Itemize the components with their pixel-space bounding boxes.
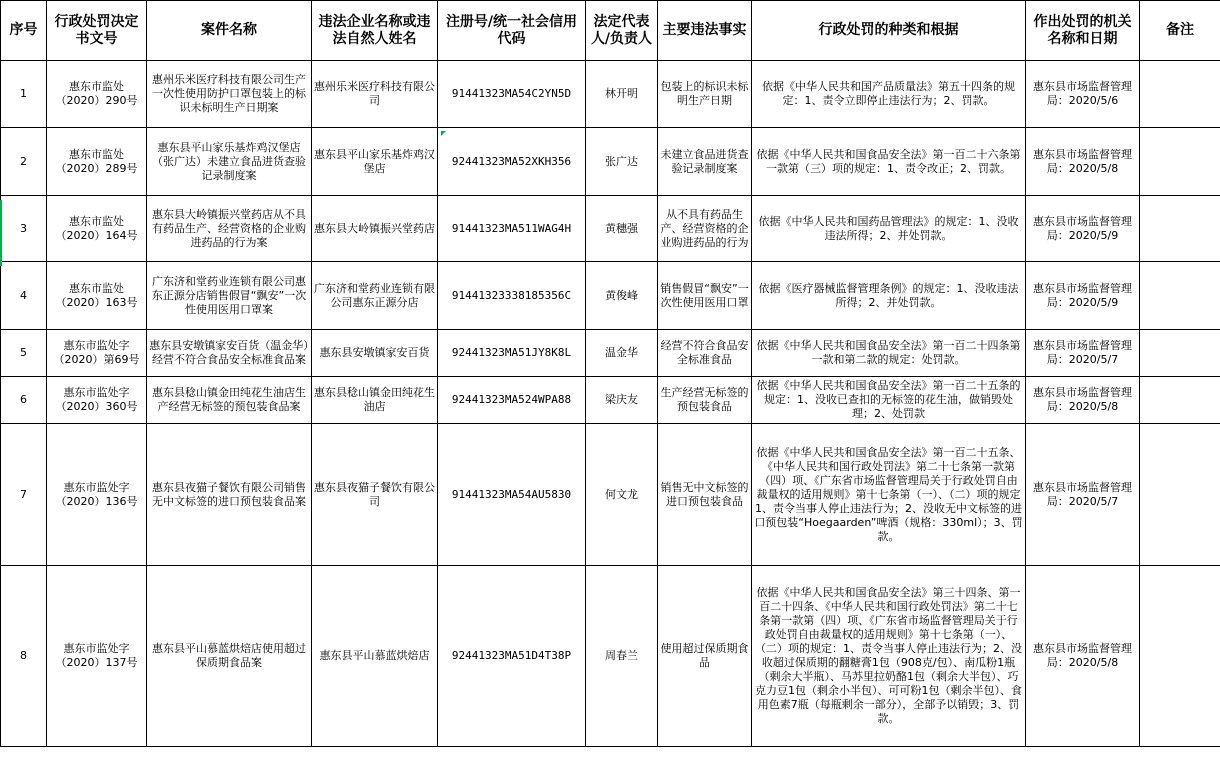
cell-penalty[interactable]: 依据《中华人民共和国食品安全法》第一百二十五条、《中华人民共和国行政处罚法》第二十七条第一款第（四）项、《广东省市场监督管理局关于行政处罚自由裁量权的适用规则》第十七条第（一）、（二）项的规定1、责令当事人停止违法行为；2、没收无中文标签的进口预包装“Hoegaarden”啤酒（规格：330ml）；3、罚款。 [752,424,1026,566]
cell-reg-no[interactable]: 91441323MA54C2YN5D [438,61,586,128]
header-violation[interactable]: 主要违法事实 [658,1,752,61]
cell-reg-no[interactable]: 92441323MA51JY8K8L [438,330,586,377]
header-seq[interactable]: 序号 [1,1,47,61]
cell-violation[interactable]: 使用超过保质期食品 [658,566,752,747]
cell-seq[interactable]: 1 [1,61,47,128]
cell-remark[interactable] [1140,377,1220,424]
cell-seq[interactable]: 7 [1,424,47,566]
cell-case-name[interactable]: 惠东县夜猫子餐饮有限公司销售无中文标签的进口预包装食品案 [147,424,312,566]
cell-remark[interactable] [1140,424,1220,566]
cell-decision-no[interactable]: 惠东市监处字（2020）136号 [47,424,147,566]
cell-penalty[interactable]: 依据《中华人民共和国食品安全法》第一百二十五条的规定：1、没收已查扣的无标签的花生油，做销毁处理；2、处罚款 [752,377,1026,424]
cell-party[interactable]: 广东济和堂药业连锁有限公司惠东正源分店 [312,262,438,330]
cell-authority[interactable]: 惠东县市场监督管理局：2020/5/7 [1026,330,1140,377]
cell-remark[interactable] [1140,61,1220,128]
cell-case-name[interactable]: 惠东县大岭镇振兴堂药店从不具有药品生产、经营资格的企业购进药品的行为案 [147,196,312,262]
cell-party[interactable]: 惠东县平山慕蓝烘焙店 [312,566,438,747]
table-row [1,424,1220,566]
cell-penalty[interactable]: 依据《中华人民共和国药品管理法》的规定：1、没收违法所得；2、并处罚款。 [752,196,1026,262]
cell-decision-no[interactable]: 惠东市监处（2020）290号 [47,61,147,128]
cell-legal-rep[interactable]: 何文龙 [586,424,658,566]
table-row [1,196,1220,262]
cell-comment-marker [441,131,446,136]
cell-decision-no[interactable]: 惠东市监处（2020）164号 [47,196,147,262]
cell-violation[interactable]: 包装上的标识未标明生产日期 [658,61,752,128]
cell-penalty[interactable]: 依据《中华人民共和国食品安全法》第一百二十六条第一款第（三）项的规定：1、责令改正；2、罚款。 [752,128,1026,196]
cell-remark[interactable] [1140,566,1220,747]
cell-violation[interactable]: 销售假冒“飘安”一次性使用医用口罩 [658,262,752,330]
table-row [1,566,1220,747]
cell-authority[interactable]: 惠东县市场监督管理局：2020/5/8 [1026,377,1140,424]
cell-remark[interactable] [1140,262,1220,330]
header-authority[interactable]: 作出处罚的机关名称和日期 [1026,1,1140,61]
cell-violation[interactable]: 未建立食品进货查验记录制度案 [658,128,752,196]
cell-authority[interactable]: 惠东县市场监督管理局：2020/5/6 [1026,61,1140,128]
cell-party[interactable]: 惠东县平山家乐基炸鸡汉堡店 [312,128,438,196]
header-reg-no[interactable]: 注册号/统一社会信用代码 [438,1,586,61]
cell-penalty[interactable]: 依据《中华人民共和国产品质量法》第五十四条的规定：1、责令立即停止违法行为；2、罚款。 [752,61,1026,128]
cell-party[interactable]: 惠东县大岭镇振兴堂药店 [312,196,438,262]
cell-decision-no[interactable]: 惠东市监处（2020）163号 [47,262,147,330]
cell-legal-rep[interactable]: 张广达 [586,128,658,196]
cell-authority[interactable]: 惠东县市场监督管理局：2020/5/9 [1026,196,1140,262]
cell-decision-no[interactable]: 惠东市监处字（2020）第69号 [47,330,147,377]
header-party[interactable]: 违法企业名称或违法自然人姓名 [312,1,438,61]
cell-legal-rep[interactable]: 周春兰 [586,566,658,747]
cell-decision-no[interactable]: 惠东市监处（2020）289号 [47,128,147,196]
header-decision-no[interactable]: 行政处罚决定书文号 [47,1,147,61]
cell-legal-rep[interactable]: 林开明 [586,61,658,128]
cell-seq[interactable]: 6 [1,377,47,424]
cell-case-name[interactable]: 广东济和堂药业连锁有限公司惠东正源分店销售假冒“飘安”一次性使用医用口罩案 [147,262,312,330]
cell-remark[interactable] [1140,330,1220,377]
cell-party[interactable]: 惠州乐米医疗科技有限公司 [312,61,438,128]
cell-penalty[interactable]: 依据《医疗器械监督管理条例》的规定：1、没收违法所得；2、并处罚款。 [752,262,1026,330]
cell-violation[interactable]: 从不具有药品生产、经营资格的企业购进药品的行为 [658,196,752,262]
cell-seq[interactable]: 5 [1,330,47,377]
cell-reg-no[interactable]: 92441323MA524WPA88 [438,377,586,424]
header-case-name[interactable]: 案件名称 [147,1,312,61]
cell-seq[interactable]: 8 [1,566,47,747]
cell-party[interactable]: 惠东县安墩镇家安百货 [312,330,438,377]
cell-reg-no[interactable]: 91441323338185356C [438,262,586,330]
cell-authority[interactable]: 惠东县市场监督管理局：2020/5/8 [1026,128,1140,196]
cell-reg-no[interactable]: 92441323MA52XKH356 [438,128,586,196]
cell-seq[interactable]: 2 [1,128,47,196]
header-remark[interactable]: 备注 [1140,1,1220,61]
cell-decision-no[interactable]: 惠东市监处字（2020）137号 [47,566,147,747]
cell-case-name[interactable]: 惠东县安墩镇家安百货（温金华）经营不符合食品安全标准食品案 [147,330,312,377]
cell-legal-rep[interactable]: 梁庆友 [586,377,658,424]
cell-case-name[interactable]: 惠州乐米医疗科技有限公司生产一次性使用防护口罩包装上的标识未标明生产日期案 [147,61,312,128]
table-row [1,128,1220,196]
header-legal-rep[interactable]: 法定代表人/负责人 [586,1,658,61]
cell-remark[interactable] [1140,196,1220,262]
cell-penalty[interactable]: 依据《中华人民共和国食品安全法》第一百二十四条第一款和第二款的规定：处罚款。 [752,330,1026,377]
cell-penalty[interactable]: 依据《中华人民共和国食品安全法》第三十四条、第一百二十四条、《中华人民共和国行政处罚法》第二十七条第一款第（四）项、《广东省市场监督管理局关于行政处罚自由裁量权的适用规则》第十七条第（一）、（二）项的规定：1、责令当事人停止违法行为；2、没收超过保质期的翻糖膏1包（908克/包）、南瓜粉1瓶（剩余大半瓶）、马苏里拉奶酪1包（剩余大半包）、巧克力豆1包（剩余小半包）、可可粉1包（剩余半包）、食用色素7瓶（每瓶剩余一部分），全部予以销毁；3、罚款。 [752,566,1026,747]
table-row [1,61,1220,128]
cell-case-name[interactable]: 惠东县平山慕蓝烘焙店使用超过保质期食品案 [147,566,312,747]
table-row [1,330,1220,377]
cell-case-name[interactable]: 惠东县平山家乐基炸鸡汉堡店（张广达）未建立食品进货查验记录制度案 [147,128,312,196]
cell-violation[interactable]: 生产经营无标签的预包装食品 [658,377,752,424]
cell-seq[interactable]: 3 [1,196,47,262]
cell-remark[interactable] [1140,128,1220,196]
cell-legal-rep[interactable]: 黄俊峰 [586,262,658,330]
table-row [1,262,1220,330]
selection-edge-marker [0,200,2,266]
cell-reg-no[interactable]: 92441323MA51D4T38P [438,566,586,747]
cell-party[interactable]: 惠东县稔山镇金田纯花生油店 [312,377,438,424]
cell-party[interactable]: 惠东县夜猫子餐饮有限公司 [312,424,438,566]
cell-reg-no[interactable]: 91441323MA511WAG4H [438,196,586,262]
cell-authority[interactable]: 惠东县市场监督管理局：2020/5/8 [1026,566,1140,747]
table-row [1,377,1220,424]
cell-authority[interactable]: 惠东县市场监督管理局：2020/5/7 [1026,424,1140,566]
cell-seq[interactable]: 4 [1,262,47,330]
cell-reg-no[interactable]: 91441323MA54AU5830 [438,424,586,566]
cell-legal-rep[interactable]: 温金华 [586,330,658,377]
cell-authority[interactable]: 惠东县市场监督管理局：2020/5/9 [1026,262,1140,330]
header-row [1,1,1220,61]
cell-legal-rep[interactable]: 黄穗强 [586,196,658,262]
cell-case-name[interactable]: 惠东县稔山镇金田纯花生油店生产经营无标签的预包装食品案 [147,377,312,424]
cell-decision-no[interactable]: 惠东市监处字（2020）360号 [47,377,147,424]
header-penalty[interactable]: 行政处罚的种类和根据 [752,1,1026,61]
cell-violation[interactable]: 经营不符合食品安全标准食品 [658,330,752,377]
cell-violation[interactable]: 销售无中文标签的进口预包装食品 [658,424,752,566]
